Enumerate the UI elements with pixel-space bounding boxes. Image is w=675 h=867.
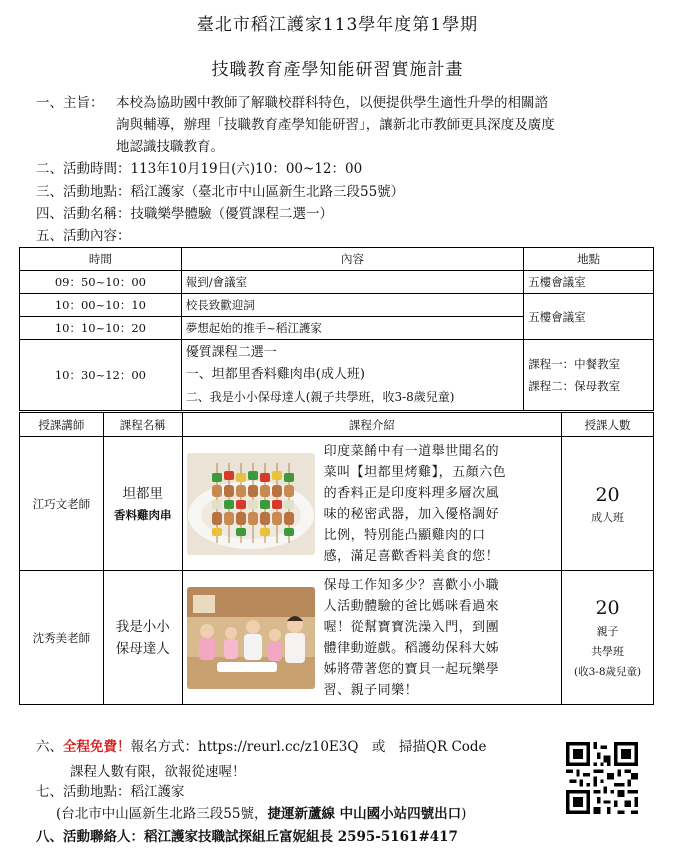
course-choice-title: 優質課程二選一 (185, 345, 277, 360)
course-intro (182, 437, 561, 571)
description-line: 感，滿足喜歡香料美食的您！ (323, 548, 500, 564)
class-size-type: 成人班 (591, 510, 625, 524)
section-1-line-2: 詢與輔導，辦理「技職教育產學知能研習」，讓新北市教師更具深度及廣度 (116, 117, 555, 133)
course-class-size (562, 571, 654, 705)
course-name-line-1: 我是小小 (115, 618, 170, 635)
section-7: 七、活動地點：稻江護家 (36, 784, 185, 800)
row-content (181, 340, 523, 411)
row-content: 校長致歡迎詞 (181, 294, 523, 317)
section-1-label: 一、主旨： (36, 95, 104, 111)
header-class-size: 授課人數 (562, 413, 654, 437)
course-teacher: 沈秀美老師 (20, 571, 104, 705)
tandoori-chicken-photo (187, 453, 315, 555)
section-1-line-3: 地認識技職教育。 (116, 139, 224, 155)
course-choice-2: 二、我是小小保母達人(親子共學班，收3-8歲兒童) (185, 390, 455, 404)
description-line: 印度菜餚中有一道舉世聞名的 (323, 443, 500, 459)
course-header (20, 413, 654, 437)
description-line: 菜叫【坦都里烤雞】，五顏六色 (323, 464, 507, 480)
row-content: 報到/會議室 (181, 271, 523, 294)
description-line: 姊將帶著您的寶貝一起玩樂學 (323, 661, 500, 677)
course-teacher: 江巧文老師 (20, 437, 104, 571)
header-place: 地點 (524, 248, 654, 271)
course-description (324, 575, 500, 701)
description-line: 喔！從幫寶寶洗澡入門，到團 (323, 619, 500, 635)
description-line: 人活動體驗的爸比媽咪看過來 (323, 598, 500, 614)
title-line-2: 技職教育產學知能研習實施計畫 (211, 60, 464, 80)
row-time: 10：00~10：10 (20, 294, 182, 317)
schedule-header (20, 248, 654, 271)
table-row (20, 437, 654, 571)
class-size-type: 親子 (596, 624, 619, 638)
class-size-age: (收3-8歲兒童) (574, 665, 642, 678)
class-size-count: 20 (595, 596, 620, 619)
course-name-line-2: 香料雞肉串 (114, 507, 172, 522)
section-1-line-1: 本校為協助國中教師了解職校群科特色，以便提供學生適性升學的相關諮 (116, 95, 548, 111)
header-content: 內容 (181, 248, 523, 271)
row-place: 五樓會議室 (524, 294, 654, 340)
class-size-count: 20 (595, 483, 620, 506)
table-row (20, 571, 654, 705)
row-place (524, 340, 654, 411)
section-8: 八、活動聯絡人：稻江護家技職試探組丘富妮組長 2595-5161#417 (36, 829, 458, 845)
course-intro (182, 571, 561, 705)
free-of-charge-label: 全程免費！ (63, 739, 131, 755)
row-time: 09：50~10：00 (20, 271, 182, 294)
course-name (103, 571, 182, 705)
description-line: 的香料正是印度料理多層次風 (323, 485, 500, 501)
course-table (19, 412, 654, 705)
class-size-type: 共學班 (591, 644, 625, 658)
place-course-2: 課程二：保母教室 (528, 379, 621, 393)
course-choice-1: 一、坦都里香料雞肉串(成人班) (185, 367, 365, 382)
course-name (103, 437, 182, 571)
schedule-table (19, 247, 654, 411)
description-line: 保母工作知多少？喜歡小小職 (323, 577, 500, 593)
table-row (20, 340, 654, 411)
description-line: 體律動遊戲。稻護幼保科大姊 (323, 640, 500, 656)
qr-code[interactable] (566, 742, 638, 814)
title-line-1: 臺北市稻江護家113學年度第1學期 (196, 15, 479, 35)
section-2: 二、活動時間：113年10月19日(六)10：00~12：00 (36, 161, 363, 177)
section-7-address (56, 804, 466, 824)
row-content: 夢想起始的推手~稻江護家 (181, 317, 523, 340)
row-time: 10：10~10：20 (20, 317, 182, 340)
mrt-exit-info: 捷運新蘆線 中山國小站四號出口 (267, 806, 462, 822)
table-row (20, 294, 654, 317)
childcare-class-photo (187, 587, 315, 689)
course-description (324, 441, 507, 567)
row-place: 五樓會議室 (524, 271, 654, 294)
header-time: 時間 (20, 248, 182, 271)
table-row (20, 271, 654, 294)
header-course-name: 課程名稱 (103, 413, 182, 437)
section-4: 四、活動名稱：技職樂學體驗（優質課程二選一） (36, 206, 333, 222)
section-6 (36, 737, 487, 757)
description-line: 味的秘密武器，加入優格調好 (323, 506, 500, 522)
description-line: 比例，特別能凸顯雞肉的口 (323, 527, 486, 543)
address-close: ) (461, 806, 467, 822)
section-6-note: 課程人數有限，欲報從速喔！ (70, 764, 246, 780)
section-5: 五、活動內容： (36, 228, 131, 244)
header-course-intro: 課程介紹 (182, 413, 561, 437)
course-class-size (562, 437, 654, 571)
row-time: 10：30~12：00 (20, 340, 182, 411)
description-line: 習、親子同樂！ (323, 682, 419, 698)
address-text: (台北市中山區新生北路三段55號， (56, 806, 268, 822)
section-6-prefix: 六、 (36, 739, 63, 755)
place-course-1: 課程一：中餐教室 (528, 357, 621, 371)
header-teacher: 授課講師 (20, 413, 104, 437)
course-name-line-2: 保母達人 (115, 640, 170, 657)
section-3: 三、活動地點：稻江護家（臺北市中山區新生北路三段55號） (36, 184, 405, 200)
registration-info: 報名方式：https://reurl.cc/z10E3Q 或 掃描QR Code (130, 739, 487, 755)
course-name-line-1: 坦都里 (122, 485, 163, 502)
